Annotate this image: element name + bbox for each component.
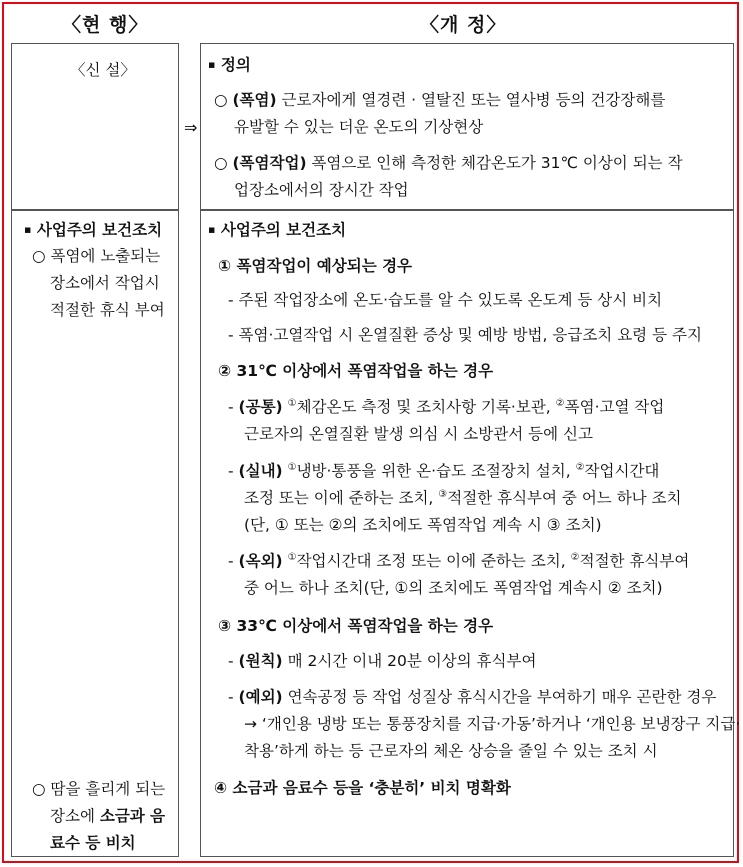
circle-bullet-icon: ○ [214, 154, 228, 172]
definition-heatwork-line1: ○ (폭염작업) 폭염으로 인해 측정한 체감온도가 31℃ 이상이 되는 작 [214, 154, 683, 172]
section2-indoor-line3: (단, ① 또는 ②의 조치에도 폭염작업 계속 시 ③ 조치) [244, 516, 602, 534]
square-bullet-icon: ▪ [208, 58, 216, 71]
definition-heatwave-line1: ○ (폭염) 근로자에게 열경련 · 열탈진 또는 열사병 등의 건강장해를 [214, 91, 666, 109]
header-revised: 〈개 정〉 [420, 14, 507, 36]
circle-bullet-icon: ○ [214, 91, 228, 109]
section3-rule: - (원칙) 매 2시간 이내 20분 이상의 휴식부여 [228, 652, 537, 670]
square-bullet-icon: ▪ [208, 223, 216, 236]
definition-heatwave-line2: 유발할 수 있는 더운 온도의 기상현상 [234, 118, 484, 136]
section1-item-a: - 주된 작업장소에 온도·습도를 알 수 있도록 온도계 등 상시 비치 [228, 291, 663, 309]
new-establishment-label: 〈신 설〉 [70, 61, 136, 79]
section2-common-line2: 근로자의 온열질환 발생 의심 시 소방관서 등에 신고 [244, 425, 593, 443]
section3-exception-line3: 착용’하게 하는 등 근로자의 체온 상승을 줄일 수 있는 조치 시 [244, 742, 658, 760]
header-current: 〈현 행〉 [62, 14, 149, 36]
current-item1-line1: ○ 폭염에 노출되는 [32, 247, 161, 265]
current-item2-line1: ○ 땀을 흘리게 되는 [32, 780, 166, 798]
section3-exception-line2: → ‘개인용 냉방 또는 통풍장치를 지급·가동’하거나 ‘개인용 보냉장구 지급· [244, 715, 741, 733]
section1-title: ① 폭염작업이 예상되는 경우 [218, 257, 413, 275]
section4-title: ④ 소금과 음료수 등을 ‘충분히’ 비치 명확화 [214, 779, 511, 797]
current-item1-line3: 적절한 휴식 부여 [50, 301, 165, 319]
definition-title: ▪ 정의 [208, 56, 251, 74]
section2-outdoor-line1: - (옥외) ①작업시간대 조정 또는 이에 준하는 조치, ②적절한 휴식부여 [228, 551, 690, 570]
section2-outdoor-line2: 중 어느 하나 조치(단, ①의 조치에도 폭염작업 계속시 ② 조치) [244, 579, 663, 597]
arrow-icon: ⇒ [184, 118, 198, 137]
section3-exception-line1: - (예외) 연속공정 등 작업 성질상 휴식시간을 부여하기 매우 곤란한 경우 [228, 688, 717, 706]
section2-title: ② 31℃ 이상에서 폭염작업을 하는 경우 [218, 362, 494, 380]
section1-item-b: - 폭염·고열작업 시 온열질환 증상 및 예방 방법, 응급조치 요령 등 주지 [228, 326, 702, 344]
section3-title: ③ 33℃ 이상에서 폭염작업을 하는 경우 [218, 617, 494, 635]
current-item1-line2: 장소에서 작업시 [50, 274, 160, 292]
current-item2-line2: 장소에 소금과 음 [50, 807, 166, 825]
circle-bullet-icon: ○ [32, 780, 46, 798]
section2-indoor-line2: 조정 또는 이에 준하는 조치, ③적절한 휴식부여 중 어느 하나 조치 [244, 488, 682, 507]
circle-bullet-icon: ○ [32, 247, 46, 265]
definition-heatwork-line2: 업장소에서의 장시간 작업 [234, 181, 409, 199]
section2-indoor-line1: - (실내) ①냉방·통풍을 위한 온·습도 조절장치 설치, ②작업시간대 [228, 461, 660, 480]
square-bullet-icon: ▪ [24, 223, 32, 236]
current-section-title: ▪ 사업주의 보건조치 [24, 221, 163, 239]
current-item2-line3: 료수 등 비치 [50, 834, 136, 852]
section2-common-line1: - (공통) ①체감온도 측정 및 조치사항 기록·보관, ②폭염·고열 작업 [228, 397, 665, 416]
revised-section-title: ▪ 사업주의 보건조치 [208, 221, 347, 239]
